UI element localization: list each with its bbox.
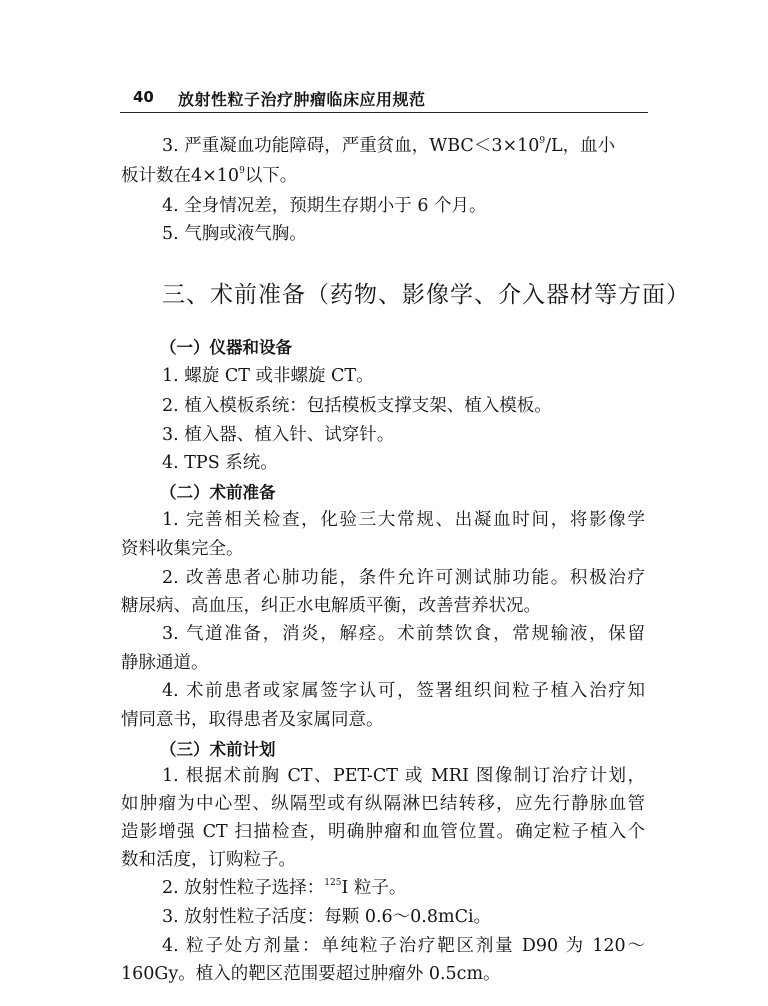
preparation-paragraph-2-cont: 糖尿病、高血压，纠正水电解质平衡，改善营养状况。: [121, 596, 541, 616]
preparation-paragraph-4: 4. 术前患者或家属签字认可，签署组织间粒子植入治疗知: [162, 681, 645, 701]
preparation-paragraph-2: 2. 改善患者心肺功能，条件允许可测试肺功能。积极治疗: [162, 568, 645, 588]
contraindication-item-5: 5. 气胸或液气胸。: [162, 224, 307, 244]
subheading-planning: （三）术前计划: [160, 740, 276, 759]
preparation-paragraph-3-cont: 静脉通道。: [121, 653, 209, 673]
preparation-paragraph-4-cont: 情同意书，取得患者及家属同意。: [121, 710, 384, 730]
planning-paragraph-2: 2. 放射性粒子选择：$^{125}$I 粒子。: [162, 878, 407, 898]
planning-paragraph-1-cont: 如肿瘤为中心型、纵隔型或有纵隔淋巴结转移，应先行静脉血管: [121, 794, 645, 814]
equipment-item: 1. 螺旋 CT 或非螺旋 CT。: [162, 366, 374, 386]
planning-paragraph-4-cont: 160Gy。植入的靶区范围要超过肿瘤外 0.5cm。: [121, 964, 501, 984]
section-heading: 三、术前准备（药物、影像学、介入器材等方面）: [162, 282, 690, 308]
preparation-paragraph-1-cont: 资料收集完全。: [121, 539, 244, 559]
planning-paragraph-1-cont: 造影增强 CT 扫描检查，明确肿瘤和血管位置。确定粒子植入个: [121, 822, 645, 842]
preparation-paragraph-1: 1. 完善相关检查，化验三大常规、出凝血时间，将影像学: [162, 510, 645, 530]
planning-paragraph-1: 1. 根据术前胸 CT、PET-CT 或 MRI 图像制订治疗计划，: [162, 766, 645, 786]
page-number: 40: [133, 88, 154, 106]
planning-paragraph-3: 3. 放射性粒子活度：每颗 0.6～0.8mCi。: [162, 907, 492, 927]
subheading-equipment: （一）仪器和设备: [160, 338, 292, 357]
contraindication-item-3: 3. 严重凝血功能障碍，严重贫血，$WBC<3\times 10^9/L$，血小: [162, 136, 616, 156]
planning-paragraph-1-cont: 数和活度，订购粒子。: [121, 850, 296, 870]
contraindication-item-4: 4. 全身情况差，预期生存期小于 6 个月。: [162, 196, 487, 216]
preparation-paragraph-3: 3. 气道准备，消炎，解痉。术前禁饮食，常规输液，保留: [162, 624, 645, 644]
planning-paragraph-4: 4. 粒子处方剂量：单纯粒子治疗靶区剂量 D90 为 120～: [162, 936, 645, 956]
contraindication-item-3-cont: 板计数在$4\times 10^9$以下。: [121, 166, 298, 186]
running-header: [120, 86, 648, 113]
equipment-item: 3. 植入器、植入针、试穿针。: [162, 425, 395, 445]
subheading-preparation: （二）术前准备: [160, 483, 276, 502]
equipment-item: 4. TPS 系统。: [162, 453, 278, 473]
running-title: 放射性粒子治疗肿瘤临床应用规范: [178, 90, 426, 109]
equipment-item: 2. 植入模板系统：包括模板支撑支架、植入模板。: [162, 396, 552, 416]
